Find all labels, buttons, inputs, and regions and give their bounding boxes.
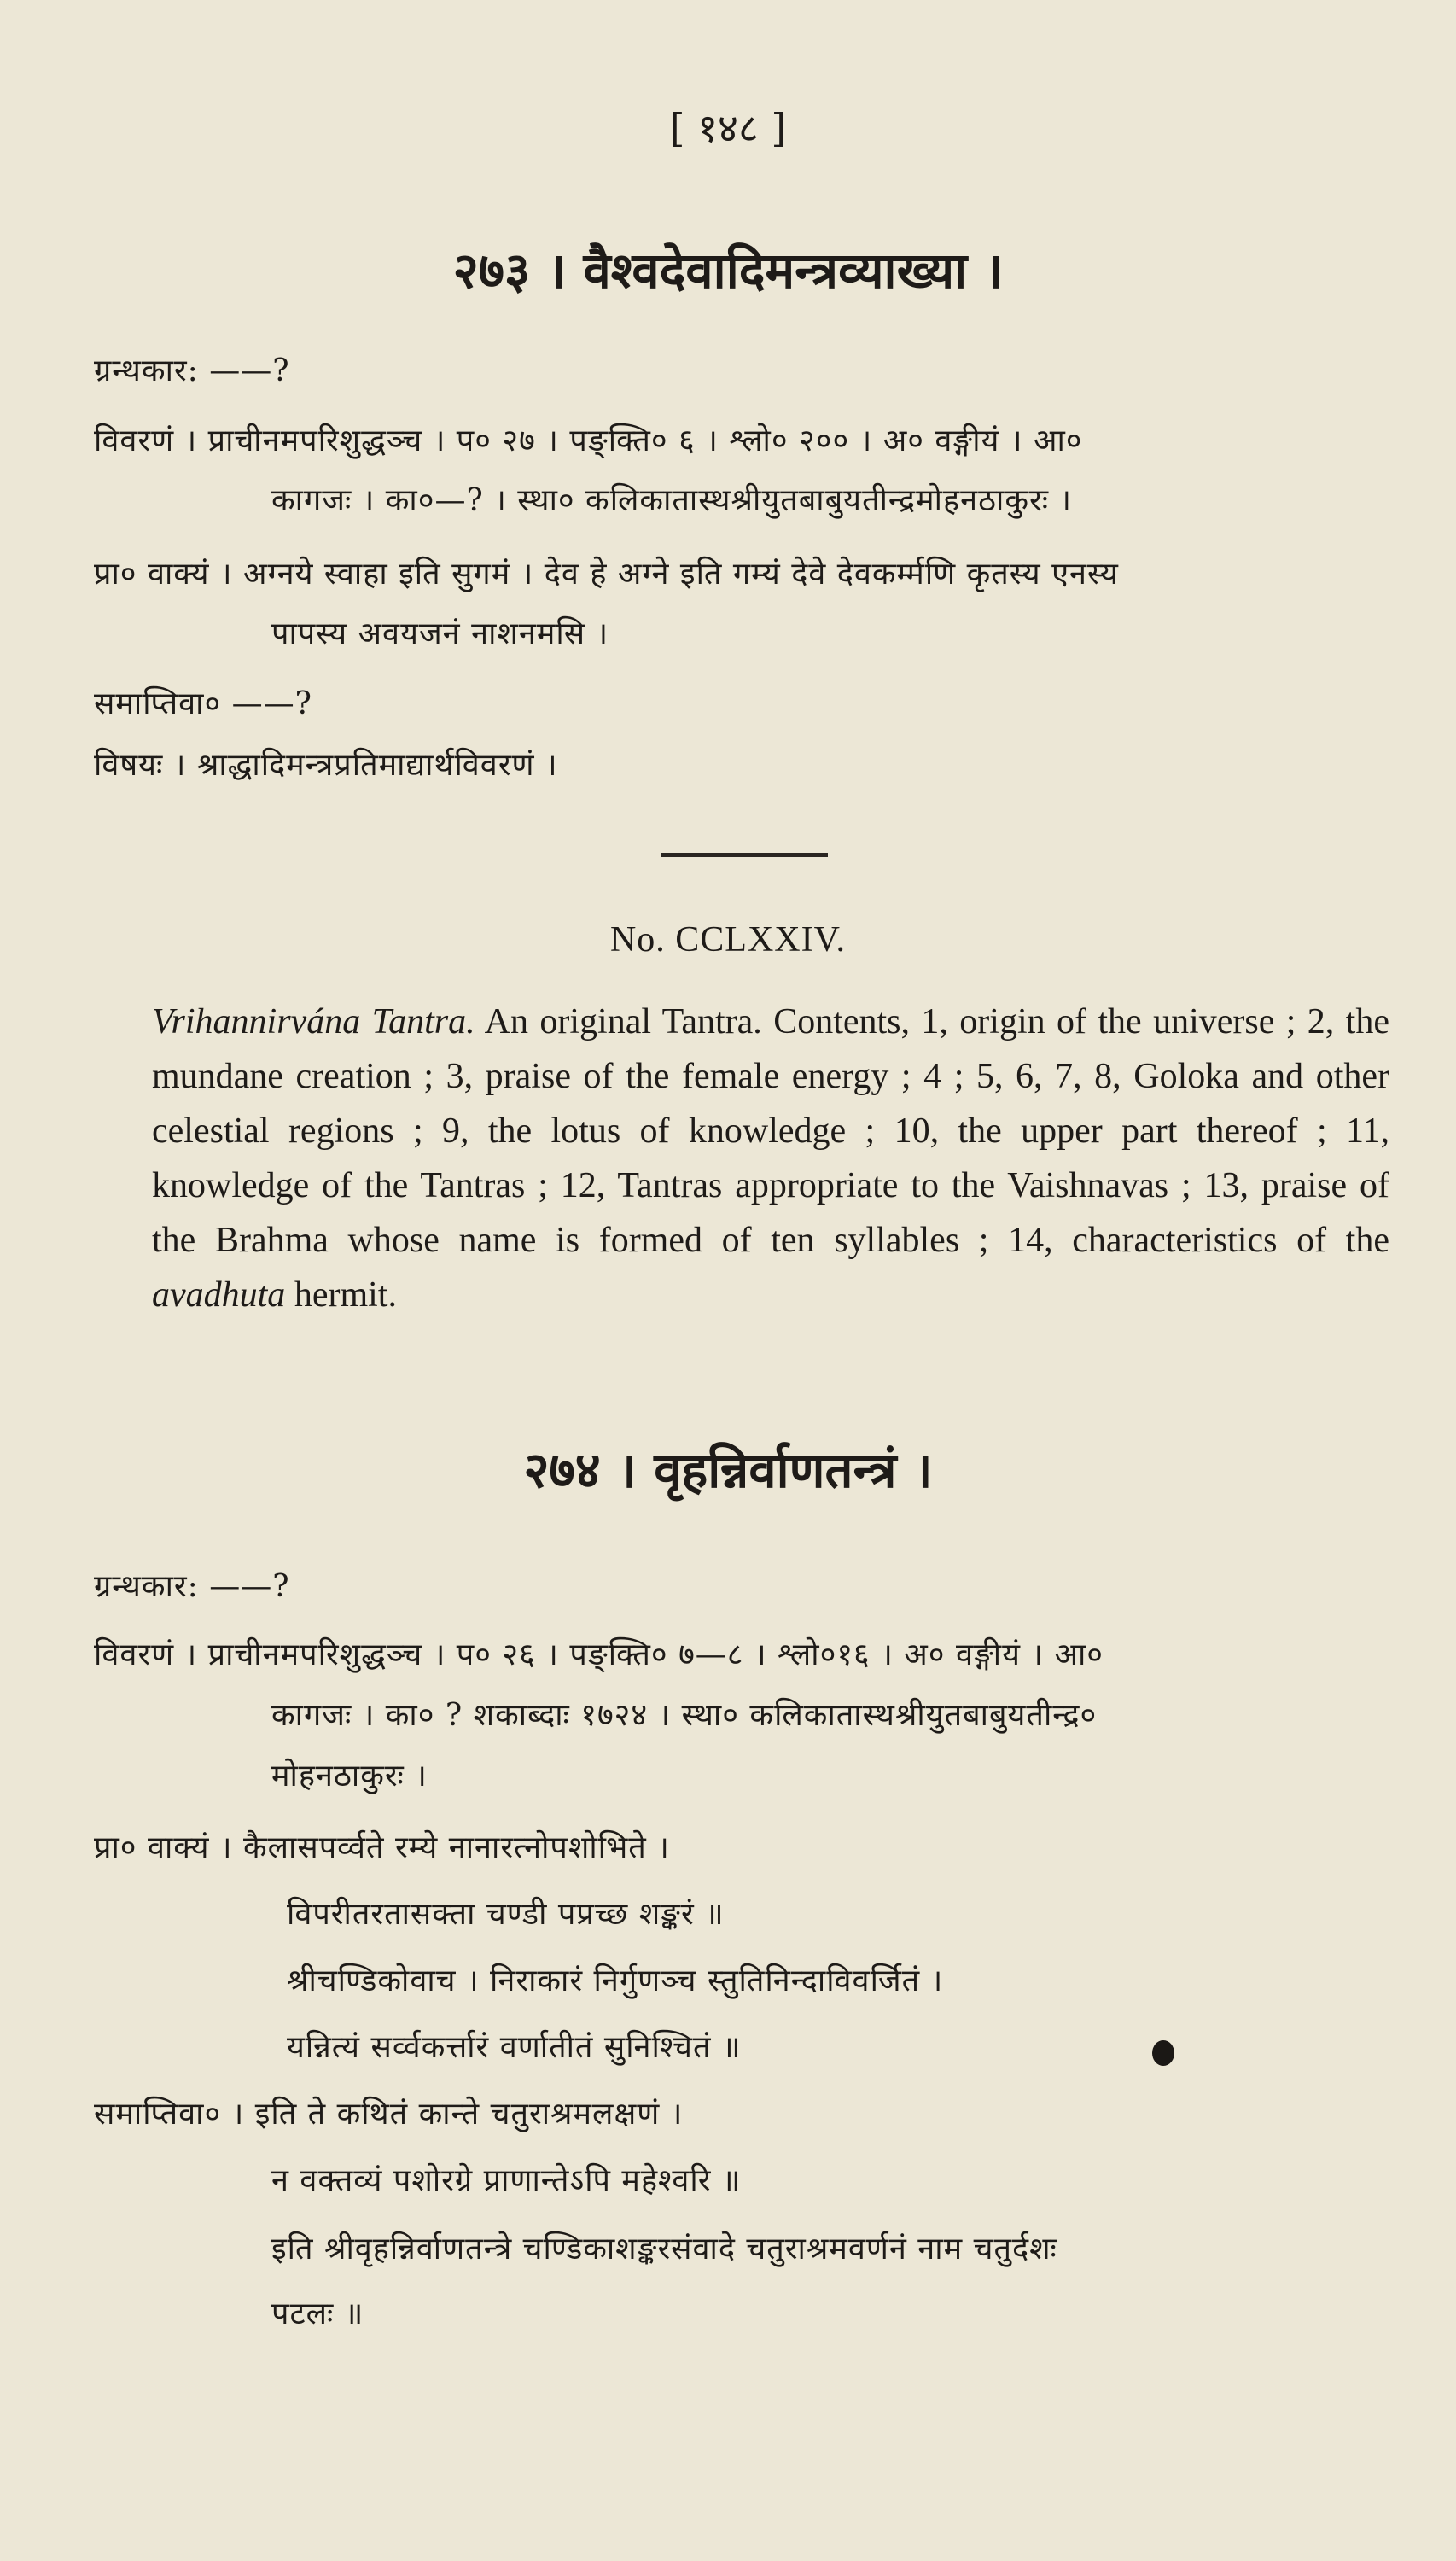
entry-273-description: विवरणं । प्राचीनमपरिशुद्धञ्च । प० २७ । पङ्क्ति० ६ । श्लो० २०० । अ० वङ्गीयं । आ० [94, 423, 1083, 458]
hermit-term: avadhuta [152, 1275, 286, 1315]
description-text: An original Tantra. Contents, 1, origin of the universe ; 2, the mundane creation ; 3, praise of the female energy ; 4 ; 5, 6, 7, 8, Goloka and other celestial regions ; 9, the lotus of knowledge ; 10, the upper part thereof ; 11, knowledge of the Tantras ; 12, Tantras appropriate to the Vaishnavas ; 13, praise of the Brahma whose name is formed of ten syllables ; 14, characteristics of the [152, 1002, 1389, 1260]
page-number: [ १४८ ] [669, 105, 787, 151]
description-end: hermit. [285, 1275, 397, 1315]
entry-273-opening: प्रा० वाक्यं । अग्नये स्वाहा इति सुगमं । देव हे अग्ने इति गम्यं देवे देवकर्म्मणि कृतस्य एनस्य [94, 557, 1119, 592]
entry-273-ending: समाप्तिवा० ——? [94, 686, 312, 721]
entry-274-description-cont: कागजः । का० ? शकाब्दाः १७२४ । स्था० कलिकातास्थश्रीयुतबाबुयतीन्द्र० [271, 1698, 1098, 1733]
entry-274-colophon-cont: पटलः ॥ [271, 2296, 364, 2331]
work-title: Vrihannirvána Tantra. [152, 1002, 475, 1041]
entry-273-description-cont: कागजः । का०—? । स्था० कलिकातास्थश्रीयुतबाबुयतीन्द्रमोहनठाकुरः । [271, 483, 1073, 518]
entry-274-ending: समाप्तिवा० । इति ते कथितं कान्ते चतुराश्रमलक्षणं । [94, 2097, 684, 2132]
catalogue-number: No. CCLXXIV. [609, 920, 847, 960]
entry-274-opening: प्रा० वाक्यं । कैलासपर्व्वते रम्ये नानारत्नोपशोभिते । [94, 1830, 670, 1865]
entry-274-ending-verse: न वक्तव्यं पशोरग्रे प्राणान्तेऽपि महेश्वरि ॥ [271, 2163, 742, 2198]
entry-274-description: विवरणं । प्राचीनमपरिशुद्धञ्च । प० २६ । पङ्क्ति० ७—८ । श्लो०१६ । अ० वङ्गीयं । आ० [94, 1637, 1104, 1672]
entry-273-author: ग्रन्थकार: ——? [94, 353, 290, 388]
entry-274-colophon: इति श्रीवृहन्निर्वाणतन्त्रे चण्डिकाशङ्करसंवादे चतुराश्रमवर्णनं नाम चतुर्दशः [271, 2231, 1057, 2266]
ink-blot [1152, 2040, 1174, 2066]
entry-274-title: २७४ । वृहन्निर्वाणतन्त्रं । [523, 1441, 933, 1499]
entry-273-title: २७३ । वैश्वदेवादिमन्त्रव्याख्या । [452, 242, 1004, 300]
entry-274-author: ग्रन्थकार: ——? [94, 1569, 290, 1604]
entry-273-subject: विषयः । श्राद्धादिमन्त्रप्रतिमाद्यार्थविवरणं । [94, 748, 558, 783]
entry-274-verse-3: यन्नित्यं सर्व्वकर्त्तारं वर्णातीतं सुनिश्चितं ॥ [287, 2030, 742, 2065]
entry-274-description-cont-2: मोहनठाकुरः । [271, 1759, 428, 1794]
entry-274-verse-1: विपरीतरतासक्ता चण्डी पप्रच्छ शङ्करं ॥ [287, 1897, 725, 1932]
entry-274-verse-2: श्रीचण्डिकोवाच । निराकारं निर्गुणञ्च स्तुतिनिन्दाविवर्जितं । [287, 1963, 944, 1998]
entry-273-opening-cont: पापस्य अवयजनं नाशनमसि । [271, 616, 609, 651]
english-description [152, 995, 1389, 1322]
section-divider [661, 853, 828, 857]
